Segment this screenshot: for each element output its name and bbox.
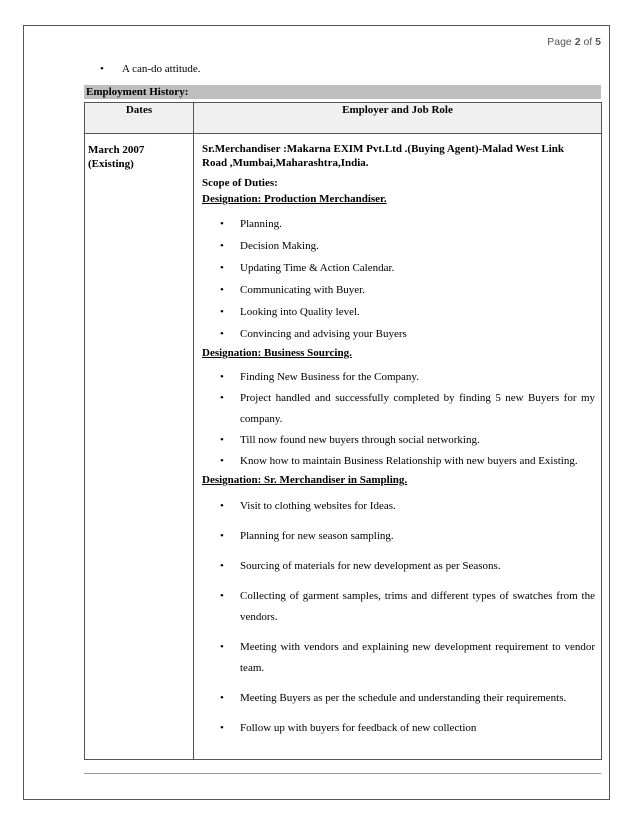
list-item: • Looking into Quality level. xyxy=(202,301,595,323)
list-item: • Meeting with vendors and explaining new development requirement to vendor team. xyxy=(202,637,595,679)
list-item: • Finding New Business for the Company. xyxy=(202,367,595,388)
bullet-icon: • xyxy=(220,641,224,653)
designation-business-sourcing: Designation: Business Sourcing. xyxy=(202,347,352,359)
role-cell xyxy=(194,134,602,760)
bullet-icon: • xyxy=(220,434,224,446)
list-item: • Project handled and successfully completed by finding 5 new Buyers for my company. xyxy=(202,388,595,430)
footer-divider xyxy=(84,773,601,774)
role-column-header: Employer and Job Role xyxy=(194,103,602,134)
bullet-icon: • xyxy=(220,284,224,296)
date-start: March 2007 xyxy=(88,144,145,156)
list-item: • Sourcing of materials for new development as per Seasons. xyxy=(202,556,595,577)
total-pages: 5 xyxy=(595,36,601,48)
list-item: • Convincing and advising your Buyers xyxy=(202,323,595,345)
list-item: • Till now found new buyers through social networking. xyxy=(202,430,595,451)
list-item: • Communicating with Buyer. xyxy=(202,279,595,301)
company-line-1: Sr.Merchandiser :Makarna EXIM Pvt.Ltd .(Buying Agent)-Malad West Link xyxy=(202,143,565,155)
date-status: (Existing) xyxy=(88,158,134,170)
company-line-2: Road ,Mumbai,Maharashtra,India. xyxy=(202,157,369,169)
duties-list-sourcing xyxy=(202,367,595,472)
designation-sampling: Designation: Sr. Merchandiser in Sampling. xyxy=(202,474,408,486)
bullet-icon: • xyxy=(220,262,224,274)
bullet-icon: • xyxy=(220,455,224,467)
current-page: 2 xyxy=(574,36,581,48)
table-row xyxy=(85,134,602,760)
bullet-icon: • xyxy=(220,392,224,404)
bullet-icon: • xyxy=(220,692,224,704)
designation-production: Designation: Production Merchandiser. xyxy=(202,193,387,205)
bullet-icon: • xyxy=(220,218,224,230)
table-header-row xyxy=(85,103,602,134)
bullet-icon: • xyxy=(220,560,224,572)
page-separator: of xyxy=(583,36,593,48)
employment-history-heading: Employment History: xyxy=(84,85,601,99)
bullet-icon: • xyxy=(220,328,224,340)
page-label: Page xyxy=(547,36,572,48)
bullet-icon: • xyxy=(220,500,224,512)
scope-label: Scope of Duties: xyxy=(202,177,278,189)
duties-list-production xyxy=(202,213,595,345)
duties-list-sampling xyxy=(202,496,595,739)
list-item: • Follow up with buyers for feedback of new collection xyxy=(202,718,595,739)
bullet-icon: • xyxy=(100,63,104,75)
list-item: • Updating Time & Action Calendar. xyxy=(202,257,595,279)
bullet-icon: • xyxy=(220,371,224,383)
bullet-icon: • xyxy=(220,306,224,318)
bullet-text: A can-do attitude. xyxy=(122,63,201,75)
list-item: • Planning for new season sampling. xyxy=(202,526,595,547)
list-item: • Visit to clothing websites for Ideas. xyxy=(202,496,595,517)
dates-column-header: Dates xyxy=(85,103,194,134)
list-item: • Decision Making. xyxy=(202,235,595,257)
bullet-icon: • xyxy=(220,722,224,734)
bullet-icon: • xyxy=(220,240,224,252)
company-name xyxy=(202,142,595,170)
list-item: • Planning. xyxy=(202,213,595,235)
list-item: • Meeting Buyers as per the schedule and understanding their requirements. xyxy=(202,688,595,709)
bullet-icon: • xyxy=(220,530,224,542)
page-number xyxy=(547,36,601,48)
employment-table xyxy=(84,102,602,760)
bullet-icon: • xyxy=(220,590,224,602)
dates-cell xyxy=(85,134,194,760)
list-item: • Collecting of garment samples, trims and different types of swatches from the vendors. xyxy=(202,586,595,628)
list-item: • Know how to maintain Business Relationship with new buyers and Existing. xyxy=(202,451,595,472)
